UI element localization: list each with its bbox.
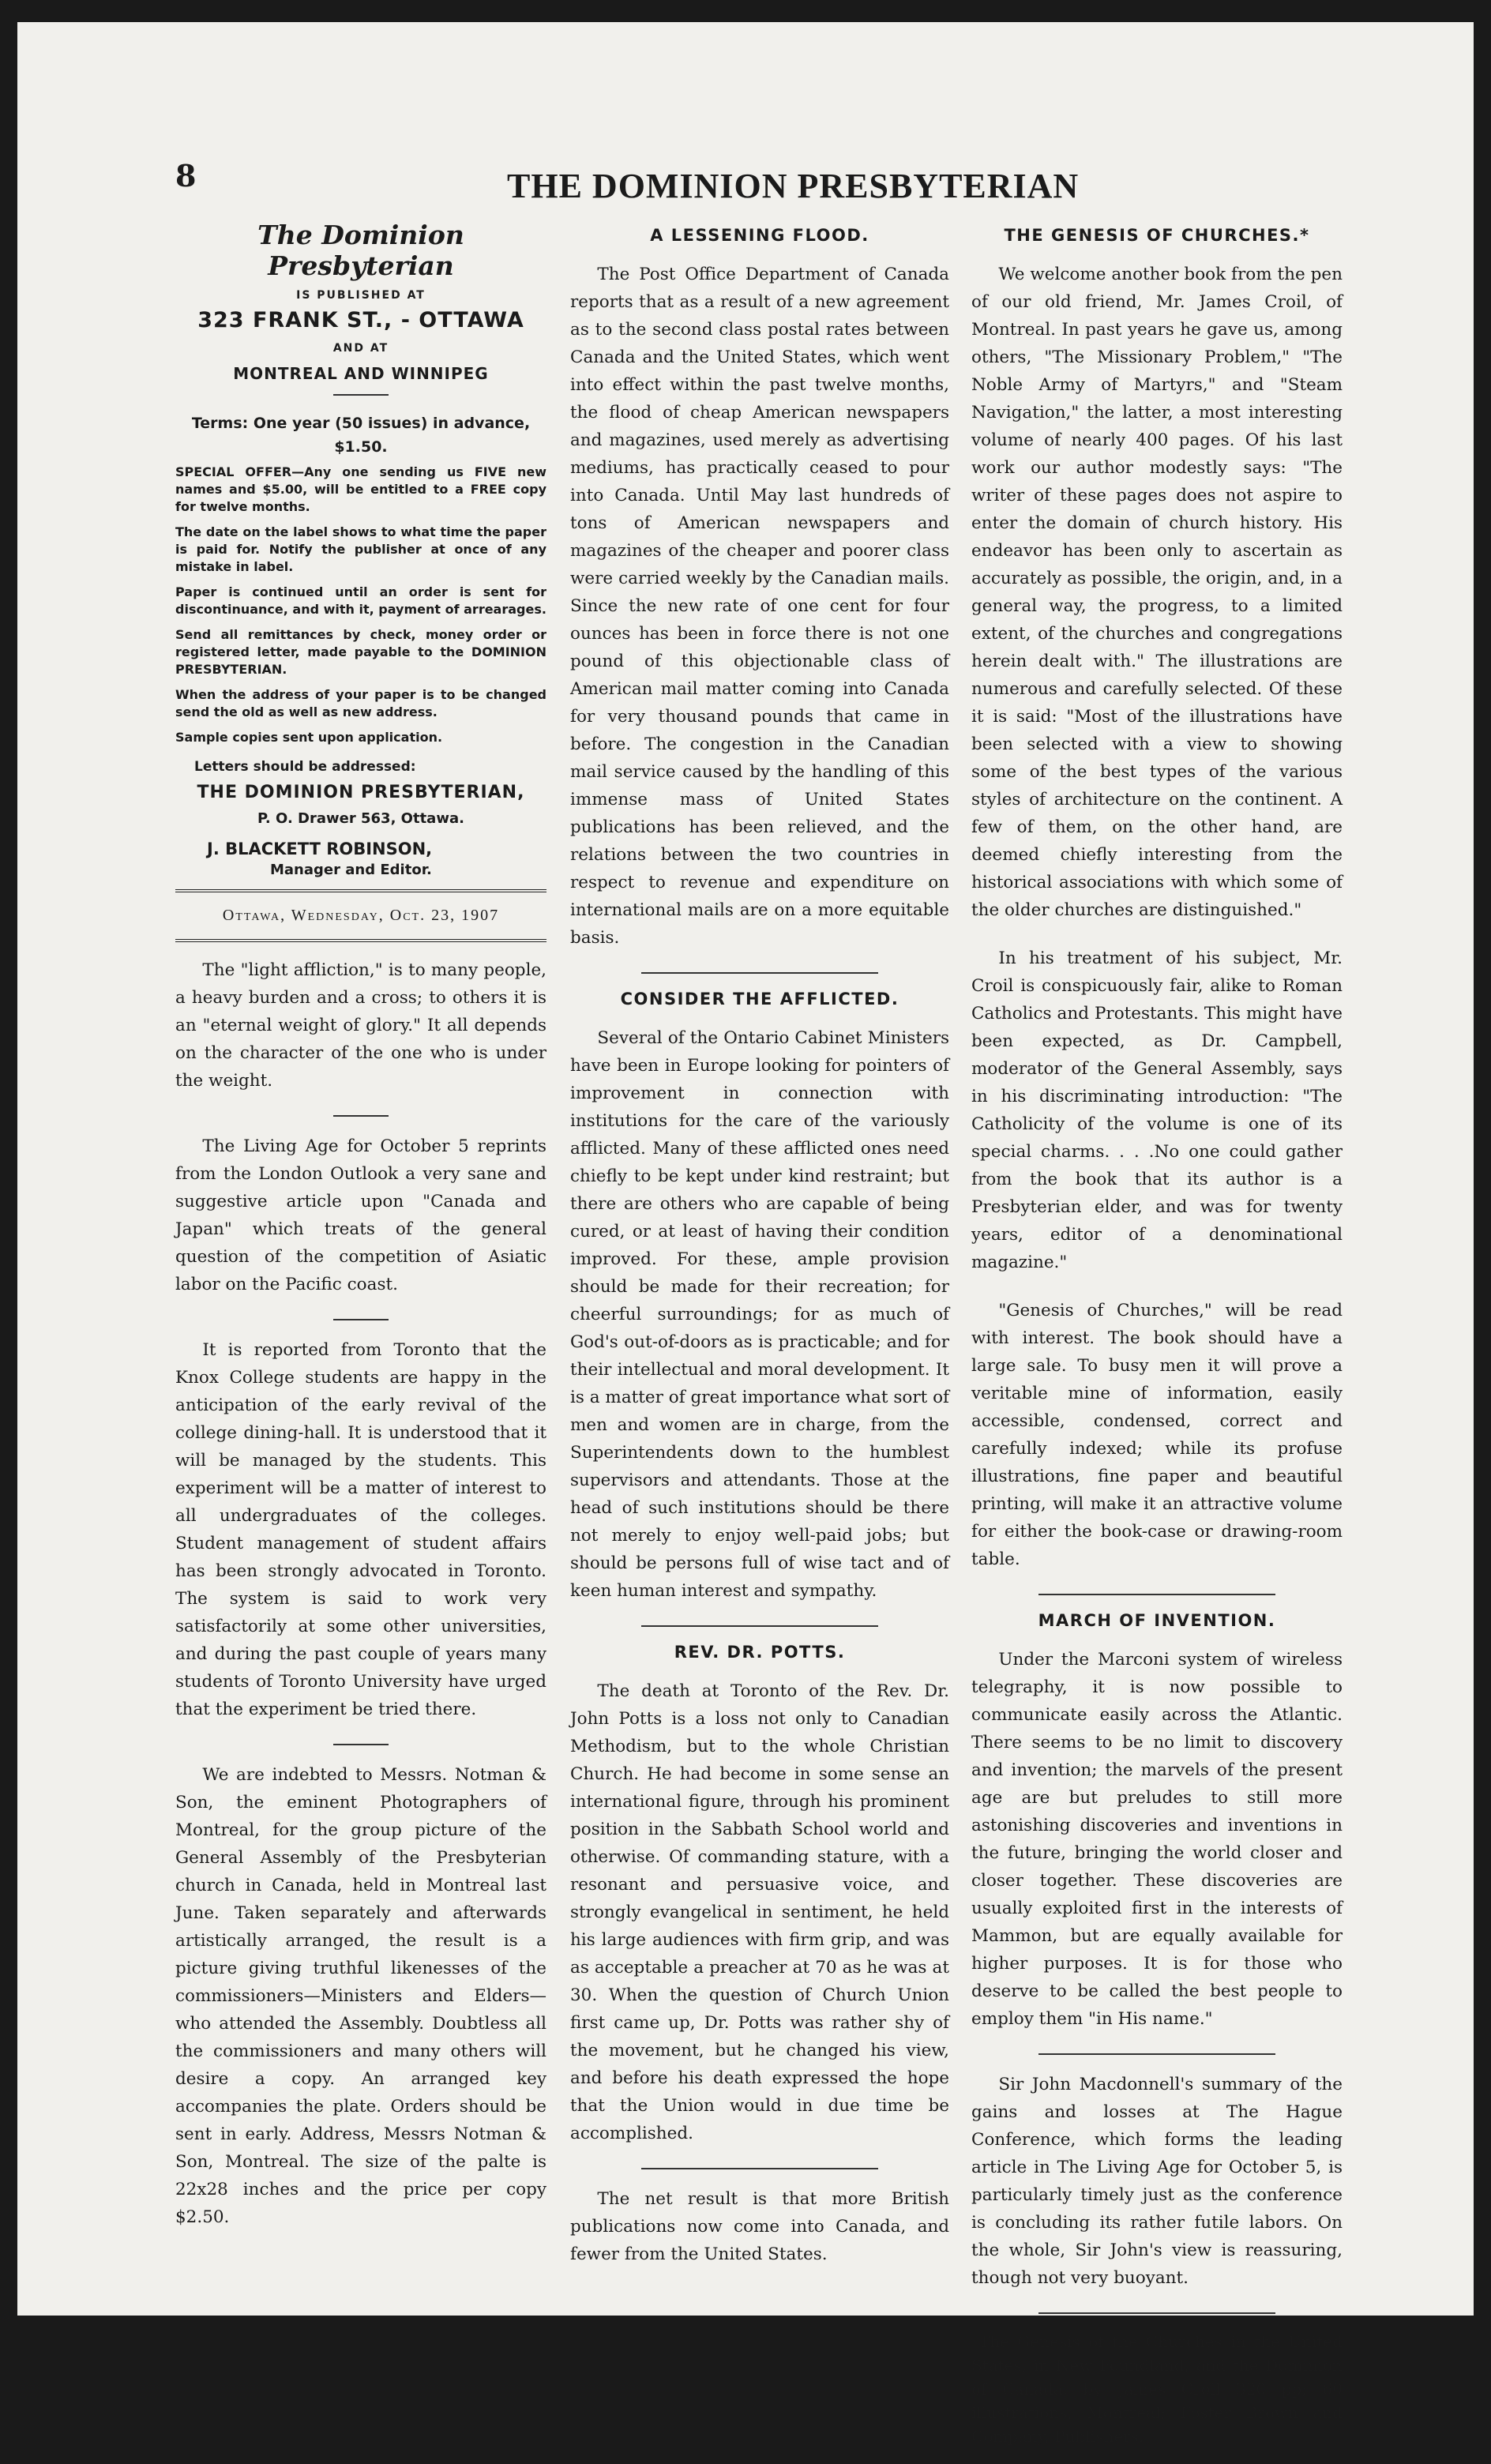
notice: SPECIAL OFFER—Any one sending us FIVE new names and $5.00, will be entitled to a FREE copy for twelve months. xyxy=(175,464,546,514)
contact-box: P. O. Drawer 563, Ottawa. xyxy=(257,810,464,827)
manager-title: Manager and Editor. xyxy=(270,862,432,878)
article-heading: A LESSENING FLOOD. xyxy=(650,226,869,245)
publisher-cities: MONTREAL AND WINNIPEG xyxy=(233,364,489,383)
divider xyxy=(641,1625,878,1627)
imprint-box xyxy=(175,220,546,396)
divider xyxy=(1038,2053,1275,2055)
divider xyxy=(1038,1594,1275,1595)
page-number: 8 xyxy=(175,158,197,193)
article-paragraph: In his treatment of his subject, Mr. Croil is conspicuously fair, alike to Roman Catholics and Protestants. This might have been expected, as Dr. Campbell, moderator of the General Assembly, says in his discriminating introduction: "The Catholicity of the volume is one of its special charms. . . .No one could gather from the book that its author is a Presbyterian elder, and was for twenty years, editor of a denominational magazine." xyxy=(971,948,1343,1272)
article-paragraph: The Post Office Department of Canada reports that as a result of a new agreement as to the second class postal rates between Canada and the United States, which went into effect within the past twelve months, the flood of cheap American newspapers and magazines, used merely as advertising mediums, has practically ceased to pour into Canada. Until May last hundreds of tons of American newspapers and magazines of the cheaper and poorer class were carried weekly by the Canadian mails. Since the new rate of one cent for four ounces has been in force there is not one pound of this objectionable class of American mail matter coming into Canada for very thousand pounds that came in before. The congestion in the Canadian mail service caused by the handling of this immense mass of United States publications has been relieved, and the relations between the two countries in respect to revenue and expenditure on international mails are on a more equitable basis. xyxy=(570,265,949,948)
article-paragraph: The "light affliction," is to many people, a heavy burden and a cross; to others it is an "eternal weight of glory." It all depends on the character of the one who is under the weight. xyxy=(175,960,546,1091)
notice: Paper is continued until an order is sent for discontinuance, and with it, payment of arrearages. xyxy=(175,584,546,617)
footnote: *The Genesis of the Churches in the United States, in New Foundland, and the Dominion of Canada, by James Croil 320 pp; 60 illustrations, Montreal; Foster Brown and Company, Publishers. xyxy=(971,2332,1343,2446)
contact-block xyxy=(175,783,546,878)
letters-label: Letters should be addressed: xyxy=(194,759,416,775)
notice: Sample copies sent upon application. xyxy=(175,730,443,745)
article-paragraph: We are indebted to Messrs. Notman & Son, the eminent Photographers of Montreal, for the group picture of the General Assembly of the Presbyterian church in Canada, held in Montreal last June. Taken separately and afterwards artistically arranged, the result is a picture giving truthful likenesses of the commissioners—Ministers and Elders—who attended the Assembly. Doubtless all the commissioners and many others will desire a copy. An arranged key accompanies the plate. Orders should be sent in early. Address, Messrs Notman & Son, Montreal. The size of the palte is 22x28 inches and the price per copy $2.50. xyxy=(175,1765,546,2227)
article-paragraph: Several of the Ontario Cabinet Ministers have been in Europe looking for pointers of improvement in connection with institutions for the care of the variously afflicted. Many of these afflicted ones need chiefly to be kept under kind restraint; but there are others who are capable of being cured, or at least of having their condition improved. For these, ample provision should be made for their recreation; for cheerful surroundings; for as much of God's out-of-doors as is practicable; and for their intellectual and moral development. It is a matter of great importance what sort of men and women are in charge, from the Superintendents down to the humblest supervisors and attendants. Those at the head of such institutions should be there not merely to enjoy well-paid jobs; but should be persons full of wise tact and of keen human interest and sympathy. xyxy=(570,1028,949,1601)
divider xyxy=(641,972,878,974)
divider xyxy=(333,394,389,396)
contact-name: THE DOMINION PRESBYTERIAN, xyxy=(197,783,525,802)
manager-name: J. BLACKETT ROBINSON, xyxy=(207,839,433,858)
notice: When the address of your paper is to be changed send the old as well as new address. xyxy=(175,687,546,719)
masthead: THE DOMINION PRESBYTERIAN xyxy=(507,167,1080,205)
column-2 xyxy=(570,220,949,2289)
article-paragraph: Under the Marconi system of wireless telegraphy, it is now possible to communicate easily across the Atlantic. There seems to be no limit to discovery and invention; the marvels of the present age are but preludes to still more astonishing discoveries and inventions in the future, bringing the world closer and closer together. These discoveries are usually exploited first in the interests of Mammon, but are equally available for higher purposes. It is for those who deserve to be called the best people to employ them "in His name." xyxy=(971,1650,1343,2029)
publisher-address: 323 FRANK ST., - OTTAWA xyxy=(197,308,524,332)
article-paragraph: The death at Toronto of the Rev. Dr. John Potts is a loss not only to Canadian Methodism, but to the whole Christian Church. He had become in some sense an international figure, through his prominent position in the Sabbath School world and otherwise. Of commanding stature, with a resonant and persuasive voice, and strongly evangelical in sentiment, he held his large audiences with firm grip, and was as acceptable a preacher at 70 as he was at 30. When the question of Church Union first came up, Dr. Potts was rather shy of the movement, but he changed his view, and before his death expressed the hope that the Union would in due time be accomplished. xyxy=(570,1681,949,2143)
newspaper-page xyxy=(17,22,1474,2446)
column-1 xyxy=(175,220,546,2252)
and-at-label: AND AT xyxy=(332,342,389,355)
dateline: Ottawa, Wednesday, Oct. 23, 1907 xyxy=(222,907,500,924)
article-paragraph: Sir John Macdonnell's summary of the gains and losses at The Hague Conference, which forms the leading article in The Living Age for October 5, is particularly timely just as the conference is concluding its rather futile labors. On the whole, Sir John's view is reassuring, though not very buoyant. xyxy=(971,2075,1343,2288)
publisher-notices xyxy=(175,464,546,746)
notice: Send all remittances by check, money order or registered letter, made payable to the DOMINION PRESBYTERIAN. xyxy=(175,627,546,677)
article-heading: THE GENESIS OF CHURCHES.* xyxy=(1004,226,1310,245)
divider xyxy=(175,939,546,942)
article-paragraph: We welcome another book from the pen of our old friend, Mr. James Croil, of Montreal. In past years he gave us, among others, "The Missionary Problem," "The Noble Army of Martyrs," and "Steam Navigation," the latter, a most interesting volume of nearly 400 pages. Of his last work our author modestly says: "The writer of these pages does not aspire to enter the domain of church history. His endeavor has been only to ascertain as accurately as possible, the origin, and, in a general way, the progress, to a limited extent, of the churches and congregations herein dealt with." The illustrations are numerous and carefully selected. Of these it is said: "Most of the illustrations have been selected with a view to showing some of the best types of the various styles of architecture on the continent. A few of them, on the other hand, are deemed chiefly interesting from the historical associations with which some of the older churches are distinguished." xyxy=(971,265,1343,920)
imprint-title: The Dominion Presbyterian xyxy=(257,220,464,281)
divider xyxy=(333,1115,389,1117)
article-paragraph: It is reported from Toronto that the Knox College students are happy in the anticipation of the early revival of the college dining-hall. It is understood that it will be managed by the students. This experiment will be a matter of interest to all undergraduates of the colleges. Student management of student affairs has been strongly advocated in Toronto. The system is said to work very satisfactorily at some other universities, and during the past couple of years many students of Toronto University have urged that the experiment be tried there. xyxy=(175,1340,546,1719)
subscription-terms: Terms: One year (50 issues) in advance, $1.50. xyxy=(191,415,531,456)
divider xyxy=(333,1319,389,1320)
column-3 xyxy=(971,220,1343,2464)
article-paragraph: "Genesis of Churches," will be read with interest. The book should have a large sale. To busy men it will prove a veritable mine of information, easily accessible, condensed, correct and carefully indexed; while its profuse illustrations, fine paper and beautiful printing, will make it an attractive volume for either the book-case or drawing-room table. xyxy=(971,1301,1343,1569)
article-heading: CONSIDER THE AFFLICTED. xyxy=(620,990,899,1009)
article-heading: MARCH OF INVENTION. xyxy=(1038,1611,1276,1630)
divider xyxy=(641,2168,878,2169)
published-at-label: IS PUBLISHED AT xyxy=(296,289,426,302)
article-heading: REV. DR. POTTS. xyxy=(674,1643,846,1662)
article-paragraph: The net result is that more British publications now come into Canada, and fewer from the United States. xyxy=(570,2189,949,2264)
notice: The date on the label shows to what time the paper is paid for. Notify the publisher at once of any mistake in label. xyxy=(175,524,546,574)
article-paragraph: The Living Age for October 5 reprints from the London Outlook a very sane and suggestive article upon "Canada and Japan" which treats of the general question of the competition of Asiatic labor on the Pacific coast. xyxy=(175,1136,546,1294)
divider xyxy=(333,1744,389,1745)
divider xyxy=(175,889,546,892)
divider xyxy=(1038,2312,1275,2314)
